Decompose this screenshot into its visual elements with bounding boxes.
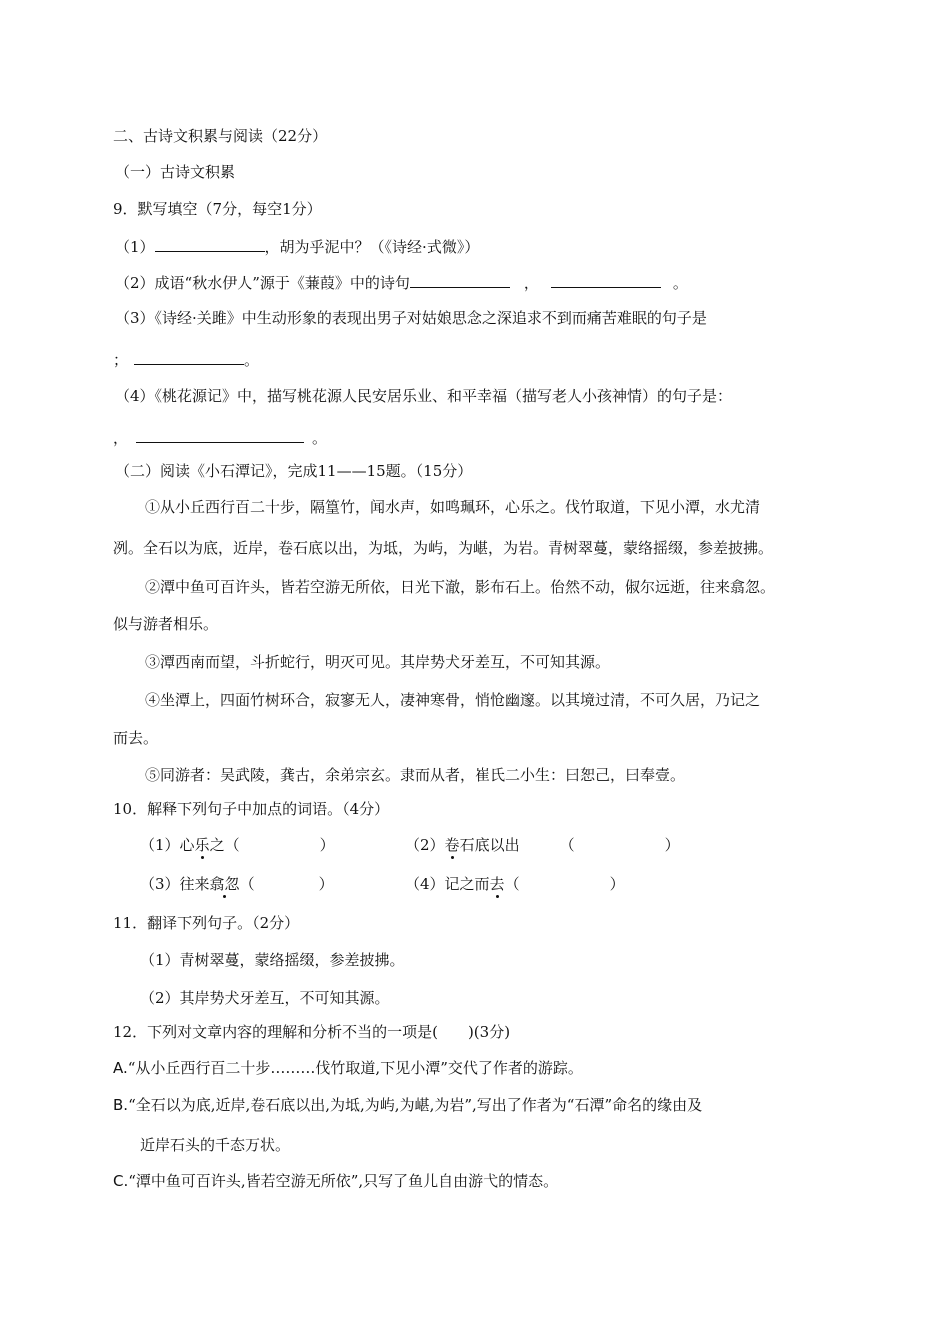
passage-p4-line2: 而去。: [113, 729, 159, 747]
passage-p2-line2: 似与游者相乐。: [113, 615, 219, 633]
passage-p1-line1: ①从小丘西行百二十步，隔篁竹，闻水声，如鸣珮环，心乐之。伐竹取道，下见小潭，水尤清: [145, 498, 761, 516]
passage-p2-line1: ②潭中鱼可百许头，皆若空游无所依，日光下澈，影布石上。佁然不动，俶尔远逝，往来翕忽。: [145, 578, 776, 596]
q9-title: 9．默写填空（7分，每空1分）: [113, 200, 322, 218]
q9-item3-answer: [113, 349, 259, 370]
q9-item4-end: 。: [312, 429, 328, 447]
q10-item4-pre: （4）记之而: [405, 875, 490, 893]
part2-title: （二）阅读《小石潭记》，完成11——15题。（15分）: [115, 462, 473, 480]
q10-title: 10．解释下列句子中加点的词语。（4分）: [113, 800, 390, 818]
q9-item1: [115, 236, 479, 257]
q10-item3-close: ）: [318, 875, 334, 893]
section-title: 二、古诗文积累与阅读（22分）: [113, 127, 328, 145]
q12-option-a: [113, 1058, 583, 1078]
q10-item3-pre: （3）往来: [140, 875, 210, 893]
q9-item2-prefix: （2）成语“秋水伊人”源于《蒹葭》中的诗句: [115, 274, 410, 292]
q10-item2-pre: （2）: [405, 836, 445, 854]
q9-item4-answer: [113, 427, 327, 448]
passage-p1-line2: 冽。全石以为底，近岸，卷石底以出，为坻，为屿，为嵁，为岩。青树翠蔓，蒙络摇缀，参差披拂。: [113, 539, 774, 557]
option-label: C.: [113, 1172, 129, 1190]
q9-item3-prefix: ；: [113, 351, 129, 369]
answer-blank[interactable]: [134, 349, 244, 365]
answer-blank[interactable]: [551, 272, 661, 288]
answer-blank[interactable]: [410, 272, 510, 288]
q9-item2-end: 。: [672, 274, 688, 292]
q12-option-b: [113, 1095, 702, 1115]
q10-item3-post: （: [239, 875, 255, 893]
q9-item2: [115, 272, 688, 293]
part1-title: （一）古诗文积累: [115, 163, 236, 181]
option-text: “全石以为底,近岸,卷石底以出,为坻,为屿,为嵁,为岩”,写出了作者为“石潭”命名的缘由及: [128, 1096, 703, 1114]
option-label: A.: [113, 1059, 128, 1077]
q9-item1-prefix: （1）: [115, 238, 155, 256]
q10-item2-close: ）: [664, 836, 680, 854]
q10-item2: [405, 835, 680, 855]
q10-item4: [405, 874, 625, 894]
q11-title: 11．翻译下列句子。（2分）: [113, 914, 300, 932]
q9-item1-suffix: ，胡为乎泥中？（《诗经·式微》）: [264, 238, 480, 256]
q9-item3-end: 。: [244, 351, 260, 369]
q9-item3: （3）《诗经·关雎》中生动形象的表现出男子对姑娘思念之深追求不到而痛苦难眠的句子是: [115, 309, 707, 327]
dotted-word: 乐: [194, 836, 210, 854]
q10-item1-post: 之（: [209, 836, 240, 854]
passage-p3-line1: ③潭西南而望，斗折蛇行，明灭可见。其岸势犬牙差互，不可知其源。: [145, 653, 611, 671]
q10-item1-pre: （1）心: [140, 836, 195, 854]
q12-option-c: [113, 1171, 558, 1191]
answer-blank[interactable]: [136, 427, 304, 443]
q10-item4-post: （: [504, 875, 520, 893]
q10-item1: [140, 835, 335, 855]
passage-p5-line1: ⑤同游者：吴武陵，龚古，余弟宗玄。隶而从者，崔氏二小生：曰恕己，曰奉壹。: [145, 766, 686, 784]
passage-p4-line1: ④坐潭上，四面竹树环合，寂寥无人，凄神寒骨，悄怆幽邃。以其境过清，不可久居，乃记之: [145, 691, 761, 709]
dotted-word: 卷: [444, 836, 460, 854]
q9-item4-prefix: ，: [113, 429, 129, 447]
q9-item4: （4）《桃花源记》中，描写桃花源人民安居乐业、和平幸福（描写老人小孩神情）的句子是：: [115, 387, 733, 405]
option-text: “从小丘西行百二十步………伐竹取道,下见小潭”交代了作者的游踪。: [127, 1059, 583, 1077]
q12-option-b-cont: 近岸石头的千态万状。: [140, 1136, 291, 1154]
q10-item2-post: 石底以出: [459, 836, 520, 854]
q10-item4-close: ）: [609, 875, 625, 893]
dotted-word: 翕忽: [209, 875, 240, 893]
q10-item2-open: （: [559, 836, 575, 854]
q9-item2-sep: ，: [523, 274, 539, 292]
option-label: B.: [113, 1096, 129, 1114]
q11-sentence-1: （1）青树翠蔓，蒙络摇缀，参差披拂。: [140, 951, 405, 969]
q10-item3: [140, 874, 334, 894]
q12-title: 12．下列对文章内容的理解和分析不当的一项是( )(3分): [113, 1023, 511, 1041]
q11-sentence-2: （2）其岸势犬牙差互，不可知其源。: [140, 989, 390, 1007]
q10-item1-close: ）: [319, 836, 335, 854]
answer-blank[interactable]: [155, 236, 265, 252]
dotted-word: 去: [489, 875, 505, 893]
option-text: “潭中鱼可百许头,皆若空游无所依”,只写了鱼儿自由游弋的情态。: [128, 1172, 559, 1190]
